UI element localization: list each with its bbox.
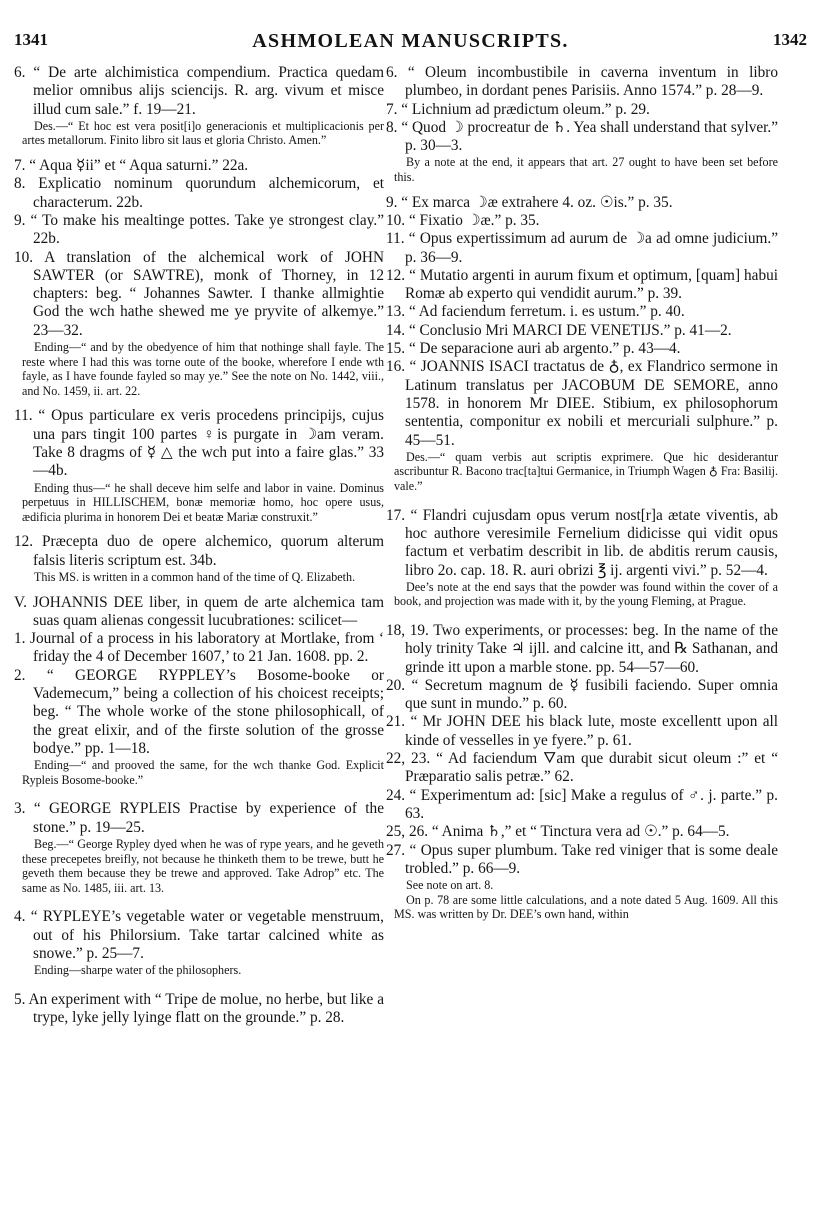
entry-note: By a note at the end, it appears that art. 27 ought to have been set before this. <box>394 155 778 185</box>
catalogue-entry: 8. Explicatio nominum quorundum alchemicorum, et characterum. 22b. <box>14 175 384 211</box>
catalogue-entry: 12. “ Mutatio argenti in aurum fixum et optimum, [quam] habui Romæ ab experto qui vendidit aurum.” p. 39. <box>386 266 778 303</box>
catalogue-entry: 17. “ Flandri cujusdam opus verum nost[r]a ætate viventis, ab hoc authore veresimile Fernelium didicisse qui vidit opus factum et verbatim describit in lib. de abditis rerum causis, libro 2o. cap. 18. R. auri obrizi ℥ ij. argenti vivi.” p. 52—4. <box>386 506 778 579</box>
entry-note: Des.—“ quam verbis aut scriptis exprimere. Que hic desiderantur ascribuntur R. Bacono trac[ta]tui Germanice, in Triumph Wagen ♁ Fra: Basilij. vale.” <box>394 449 778 494</box>
page-number-right: 1342 <box>773 30 807 49</box>
catalogue-entry: 6. “ De arte alchimistica compendium. Practica quedam melior omnibus alijs sciencijs. R. arg. vivum et misce illud cum sale.” f. 19—21. <box>14 64 384 118</box>
catalogue-entry: 24. “ Experimentum ad: [sic] Make a regulus of ♂. j. parte.” p. 63. <box>386 786 778 822</box>
catalogue-entry: 9. “ Ex marca ☽æ extrahere 4. oz. ☉is.” p. 35. <box>386 193 673 211</box>
entry-note: This MS. is written in a common hand of the time of Q. Elizabeth. <box>34 569 356 584</box>
catalogue-entry: 6. “ Oleum incombustibile in caverna inventum in libro plumbeo, in dordant penes Parisiis. Anno 1574.” p. 28—9. <box>386 64 778 100</box>
catalogue-entry: 18, 19. Two experiments, or processes: beg. In the name of the holy trinity Take ♃ ijll. and calcine itt, and ℞ Sathanan, and grinde itt upon a marble stone. pp. 54—57—60. <box>386 621 778 676</box>
spacer <box>14 524 384 533</box>
running-header <box>14 30 807 56</box>
catalogue-entry: 20. “ Secretum magnum de ☿ fusibili faciendo. Super omnia que sunt in mundo.” p. 60. <box>386 676 778 713</box>
spacer <box>14 398 384 407</box>
spacer <box>14 895 384 908</box>
catalogue-entry: 14. “ Conclusio Mri MARCI DE VENETIJS.” p. 41—2. <box>386 321 732 339</box>
spacer <box>386 494 778 507</box>
catalogue-entry: V. JOHANNIS DEE liber, in quem de arte alchemica tam suas quam alienas congessit lucubrationes: scilicet— <box>14 593 384 629</box>
catalogue-entry: 2. “ GEORGE RYPPLEY’s Bosome-booke or Vademecum,” being a collection of his choicest receipts; beg. “ The whole worke of the stone philosophicall, of the great elixir, and of the firste solution of the grosse bodye.” pp. 1—18. <box>14 666 384 757</box>
spacer <box>14 787 384 800</box>
catalogue-entry: 5. An experiment with “ Tripe de molue, no herbe, but like a trype, lyke jelly lyinge flatt on the grounde.” p. 28. <box>14 990 384 1027</box>
spacer <box>386 185 778 194</box>
spacer <box>14 148 384 157</box>
catalogue-entry: 10. “ Fixatio ☽æ.” p. 35. <box>386 211 540 229</box>
catalogue-entry: 11. “ Opus expertissimum ad aurum de ☽a ad omne judicium.” p. 36—9. <box>386 230 778 266</box>
catalogue-entry: 7. “ Aqua ☿ii” et “ Aqua saturni.” 22a. <box>14 157 249 175</box>
catalogue-entry: 10. A translation of the alchemical work of JOHN SAWTER (or SAWTRE), monk of Thorney, in 12 chapters: beg. “ Johannes Sawter. I thanke allmightie God the wch hathe shewed me ye pryvite of alkemye.” 23—32. <box>14 248 384 339</box>
catalogue-entry: 12. Præcepta duo de opere alchemico, quorum alterum falsis literis scriptum est. 34b. <box>14 533 384 569</box>
catalogue-entry: 27. “ Opus super plumbum. Take red viniger that is some deale trobled.” p. 66—9. <box>386 841 778 877</box>
catalogue-entry: 8. “ Quod ☽ procreatur de ♄. Yea shall understand that sylver.” p. 30—3. <box>386 118 778 155</box>
running-title: ASHMOLEAN MANUSCRIPTS. <box>252 30 569 52</box>
entry-note: Beg.—“ George Rypley dyed when he was of rype years, and he geveth these precepetes breifly, not because he thinketh them to be trewe, butt he geveth them because they be trewe and approved. Take Adrop” etc. The same as No. 1485, iii. art. 13. <box>22 837 384 895</box>
entry-note: Ending—“ and prooved the same, for the wch thanke God. Explicit Rypleis Bosome-booke.” <box>22 758 384 787</box>
entry-note: Ending—sharpe water of the philosophers. <box>34 963 242 978</box>
catalogue-entry: 25, 26. “ Anima ♄,” et “ Tinctura vera ad ☉.” p. 64—5. <box>386 823 730 841</box>
catalogue-entry: 11. “ Opus particulare ex veris procedens principijs, cujus una pars tingit 100 partes ♀is purgate in ☽am veram. Take 8 dragms of ☿ △ the wch put into a faire glas.” 33—4b. <box>14 407 384 480</box>
spacer <box>14 978 384 991</box>
catalogue-entry: 22, 23. “ Ad faciendum 🜄am que durabit sicut oleum :” et “ Præparatio salis petræ.” 62. <box>386 750 778 786</box>
entry-note: Dee’s note at the end says that the powder was found within the cover of a book, and projection was made with it, by the young Fleming, at Prague. <box>394 579 778 609</box>
left-column <box>14 64 384 1027</box>
right-column <box>386 64 778 922</box>
entry-note: Ending—“ and by the obedyence of him that nothinge shall fayle. The reste where I had this was torne oute of the booke, wherefore I ende wth fayle, as I have founde fayled so may ye.” See the note on No. 1442, viii., and No. 1459, ii. art. 22. <box>22 340 384 398</box>
catalogue-entry: 4. “ RYPLEYE’s vegetable water or vegetable menstruum, out of his Philorsium. Take tartar calcined white as snowe.” p. 25—7. <box>14 908 384 962</box>
entry-note: Ending thus—“ he shall deceve him selfe and labor in vaine. Dominus perpetuus in HILLISCHEM, bonæ memoriæ homo, hoc opere usus, ædificia plurima in honorem Dei et beatæ Mariæ construxit.” <box>22 480 384 524</box>
entry-note: On p. 78 are some little calculations, and a note dated 5 Aug. 1609. All this MS. was written by Dr. DEE’s own hand, within <box>394 892 778 922</box>
catalogue-entry: 13. “ Ad faciendum ferretum. i. es ustum.” p. 40. <box>386 303 685 321</box>
catalogue-entry: 9. “ To make his mealtinge pottes. Take ye strongest clay.” 22b. <box>14 211 384 248</box>
catalogue-entry: 3. “ GEORGE RYPLEIS Practise by experience of the stone.” p. 19—25. <box>14 800 384 836</box>
catalogue-entry: 15. “ De separacione auri ab argento.” p. 43—4. <box>386 340 681 358</box>
entry-note: Des.—“ Et hoc est vera posit[i]o generacionis et multiplicacionis per artes metallorum. Finito libro sit laus et gloria Christo. Amen.” <box>22 118 384 148</box>
spacer <box>386 609 778 622</box>
spacer <box>14 585 384 594</box>
catalogue-entry: 16. “ JOANNIS ISACI tractatus de ♁, ex Flandrico sermone in Latinum translatus per JACOBUM DE SEMORE, anno 1578. in honorem Mr DIEE. Stibium, ex philosophorum sententia, componitur ex nobili et mercuriali sulphure.” p. 45—51. <box>386 358 778 449</box>
catalogue-entry: 21. “ Mr JOHN DEE his black lute, moste excellentt upon all kinde of vesselles in ye fyere.” p. 61. <box>386 713 778 749</box>
catalogue-entry: 7. “ Lichnium ad prædictum oleum.” p. 29. <box>386 100 650 118</box>
page-number-left: 1341 <box>14 30 48 49</box>
entry-note: See note on art. 8. <box>406 878 494 893</box>
catalogue-entry: 1. Journal of a process in his laboratory at Mortlake, from ‘ friday the 4 of December 1607,’ to 21 Jan. 1608. pp. 2. <box>14 630 384 666</box>
